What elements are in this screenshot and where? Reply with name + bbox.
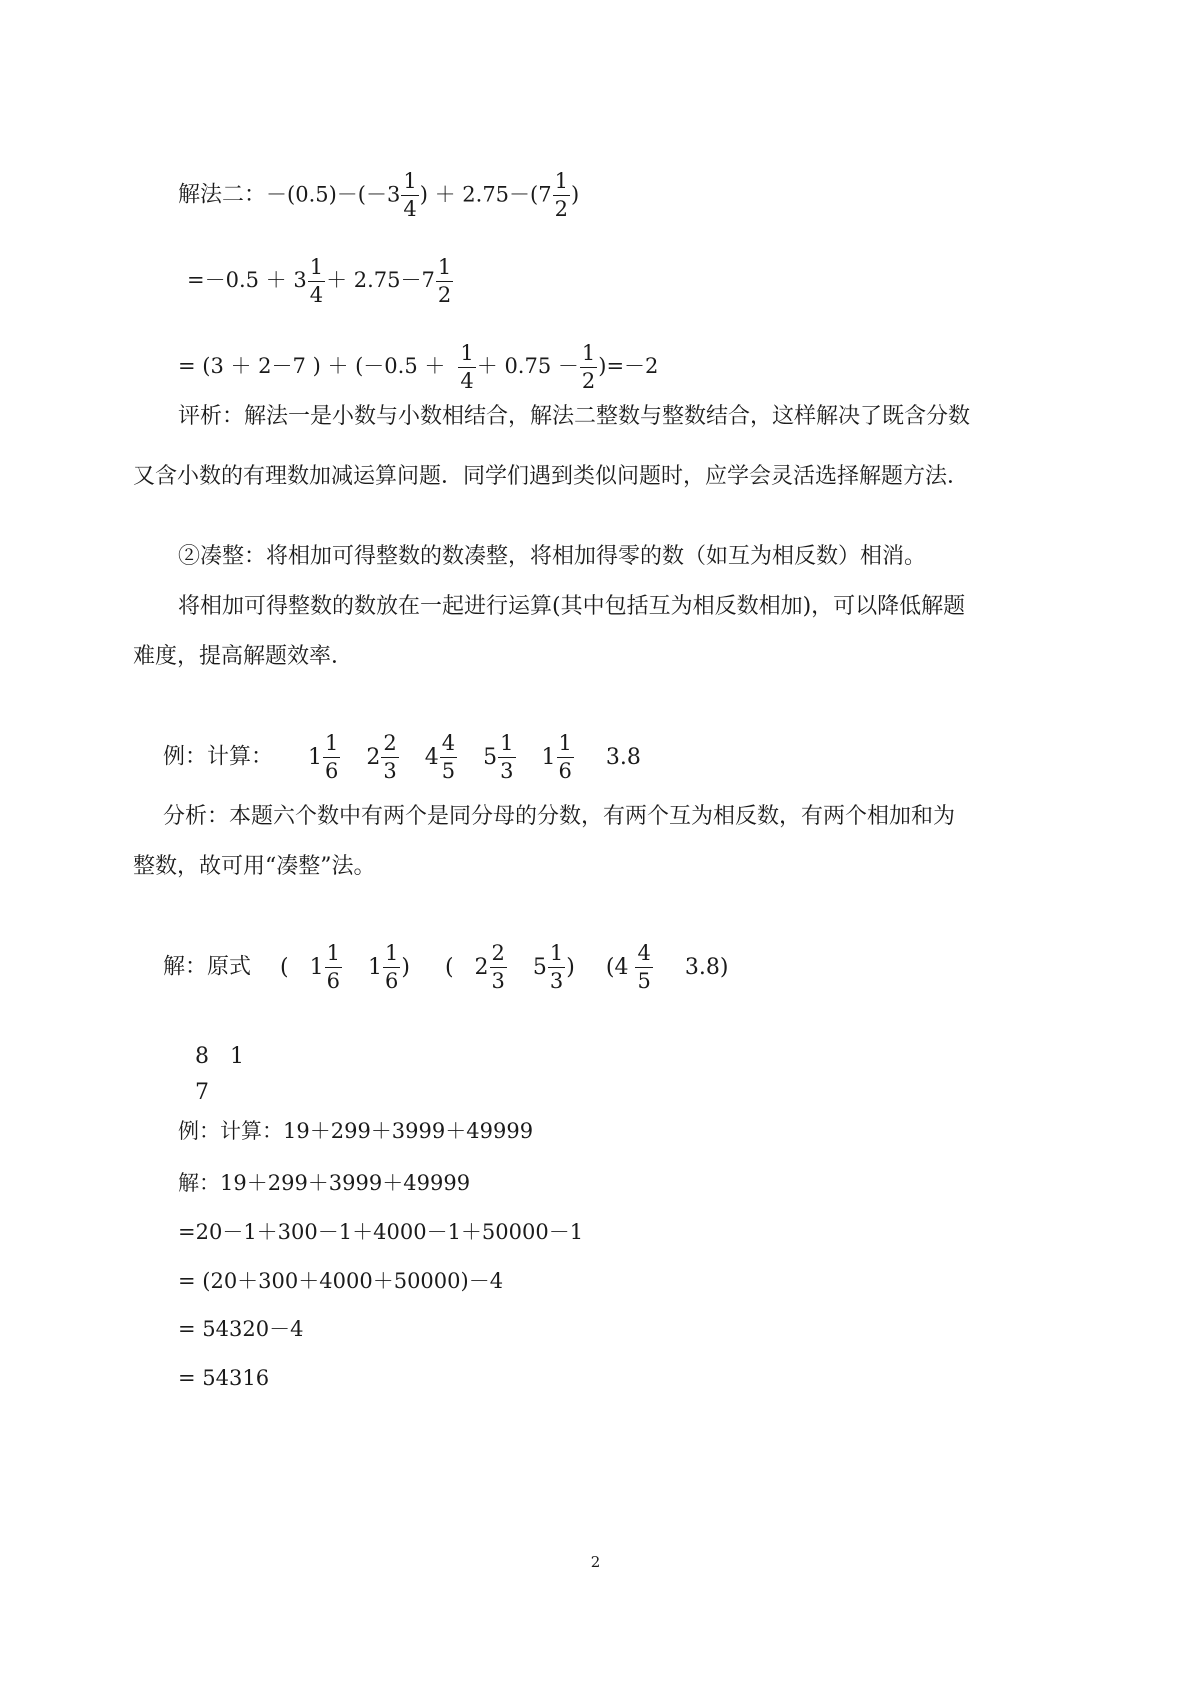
method2-step-2: =－0.5 ＋ 3 $\frac{1}{4}$ ＋ 2.75－7 $\frac{1}{2}$ [187,255,452,307]
fraction: $\frac{1}{2}$ [437,255,452,307]
example-2-step: = 54320－4 [178,1317,304,1341]
fraction: $\frac{1}{6}$ [325,731,339,783]
analysis-line-2: 整数，故可用“凑整”法。 [133,854,376,879]
example-2-step: 解：19＋299＋3999＋49999 [178,1171,471,1195]
example-2-step: =20－1＋300－1＋4000－1＋50000－1 [178,1220,584,1244]
fraction: $\frac{1}{2}$ [554,169,568,221]
fraction: $\frac{4}{5}$ [441,731,456,783]
solution-1: 解：原式 ( 1 $\frac{1}{6}$ 1 $\frac{1}{6}$ ) ( 2 $\frac{2}{3}$ 5 $\frac{1}{3}$ ) (4 $\frac{4}{5}$ 3.8) [163,941,729,993]
comment-line-1: 评析：解法一是小数与小数相结合，解法二整数与整数结合，这样解决了既含分数 [178,404,971,429]
expr-part: －(0.5)－(－3 [266,182,401,207]
fraction: $\frac{1}{6}$ [326,941,340,993]
expr-part: ) ＋ 2.75－(7 [419,182,552,207]
fraction: $\frac{1}{4}$ [460,341,474,393]
solution-result-line-2: 7 [195,1080,209,1105]
section-para-line-1: 将相加可得整数的数放在一起进行运算(其中包括互为相反数相加)，可以降低解题 [178,594,966,619]
fraction: $\frac{2}{3}$ [491,941,505,993]
solution-label: 解：原式 [163,954,252,980]
fraction: $\frac{1}{4}$ [309,255,324,307]
method2-label: 解法二： [178,182,267,208]
fraction: $\frac{1}{3}$ [500,731,514,783]
method2-expression [178,171,579,220]
fraction: $\frac{2}{3}$ [383,731,397,783]
example-2-problem: 例：计算：19＋299＋3999＋49999 [178,1119,534,1143]
fraction: $\frac{1}{3}$ [549,941,564,993]
fraction: $\frac{1}{6}$ [384,941,399,993]
analysis-line-1: 分析：本题六个数中有两个是同分母的分数，有两个互为相反数，有两个相加和为 [163,804,956,829]
solution-result-line-1: 8 1 [195,1044,244,1069]
expr-part: ) [570,182,580,207]
page-number: 2 [590,1553,601,1571]
section-para-line-2: 难度，提高解题效率． [133,644,354,669]
comment-line-2: 又含小数的有理数加减运算问题．同学们遇到类似问题时，应学会灵活选择解题方法． [133,464,970,489]
example-2-step: = 54316 [178,1366,270,1390]
section-heading: ②凑整：将相加可得整数的数凑整，将相加得零的数（如互为相反数）相消。 [178,544,927,569]
example-label: 例：计算： [163,744,274,770]
fraction: $\frac{1}{6}$ [558,731,572,783]
method2-step-3: = (3 ＋ 2－7 ) ＋ (－0.5 ＋ $\frac{1}{4}$ ＋ 0.75 － $\frac{1}{2}$ )=－2 [178,341,659,393]
fraction: $\frac{1}{4}$ [403,169,417,221]
fraction: $\frac{4}{5}$ [637,941,651,993]
example-1: 例：计算： 1 $\frac{1}{6}$ 2 $\frac{2}{3}$ 4 $\frac{4}{5}$ 5 $\frac{1}{3}$ 1 $\frac{1}{6}$ 3.8 [163,731,641,783]
example-2-step: = (20＋300＋4000＋50000)－4 [178,1269,504,1293]
fraction: $\frac{1}{2}$ [581,341,596,393]
